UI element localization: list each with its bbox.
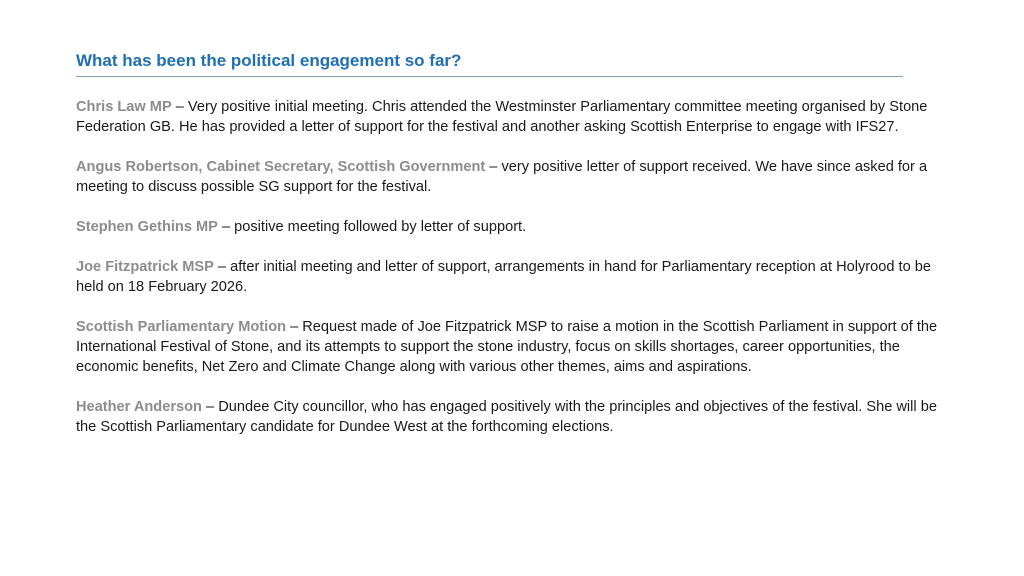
entry-name: Scottish Parliamentary Motion — [76, 319, 287, 335]
engagement-entry-joe-fitzpatrick — [76, 257, 946, 297]
engagement-entry-angus-robertson — [76, 157, 946, 197]
entry-text: – Very positive initial meeting. Chris attended the Westminster Parliamentary committee meeting organised by Stone Federation GB. He has provided a letter of support for the festival and another asking Scottish Enterprise to engage with IFS27. — [76, 99, 928, 135]
engagement-list — [76, 97, 946, 457]
entry-text: – after initial meeting and letter of support, arrangements in hand for Parliamentary reception at Holyrood to be held on 18 February 2026. — [76, 259, 931, 295]
engagement-entry-chris-law — [76, 97, 946, 137]
engagement-entry-stephen-gethins — [76, 217, 946, 237]
engagement-entry-heather-anderson — [76, 397, 946, 437]
title-underline — [76, 76, 903, 77]
entry-text: – Dundee City councillor, who has engaged positively with the principles and objectives of the festival. She will be the Scottish Parliamentary candidate for Dundee West at the forthcoming elections. — [76, 399, 937, 435]
entry-name: Joe Fitzpatrick MSP — [76, 259, 214, 275]
entry-name: Angus Robertson, Cabinet Secretary, Scottish Government — [76, 159, 486, 175]
engagement-entry-parliamentary-motion — [76, 317, 946, 377]
entry-name: Heather Anderson — [76, 399, 202, 415]
slide-title: What has been the political engagement so far? — [76, 51, 462, 70]
entry-name: Stephen Gethins MP — [76, 219, 218, 235]
entry-text: – Request made of Joe Fitzpatrick MSP to raise a motion in the Scottish Parliament in support of the International Festival of Stone, and its attempts to support the stone industry, focus on skills shortages, career opportunities, the economic benefits, Net Zero and Climate Change along with various other themes, aims and aspirations. — [76, 319, 938, 375]
entry-text: – very positive letter of support received. We have since asked for a meeting to discuss possible SG support for the festival. — [76, 159, 928, 195]
entry-text: – positive meeting followed by letter of support. — [217, 219, 527, 235]
entry-name: Chris Law MP — [76, 99, 172, 115]
